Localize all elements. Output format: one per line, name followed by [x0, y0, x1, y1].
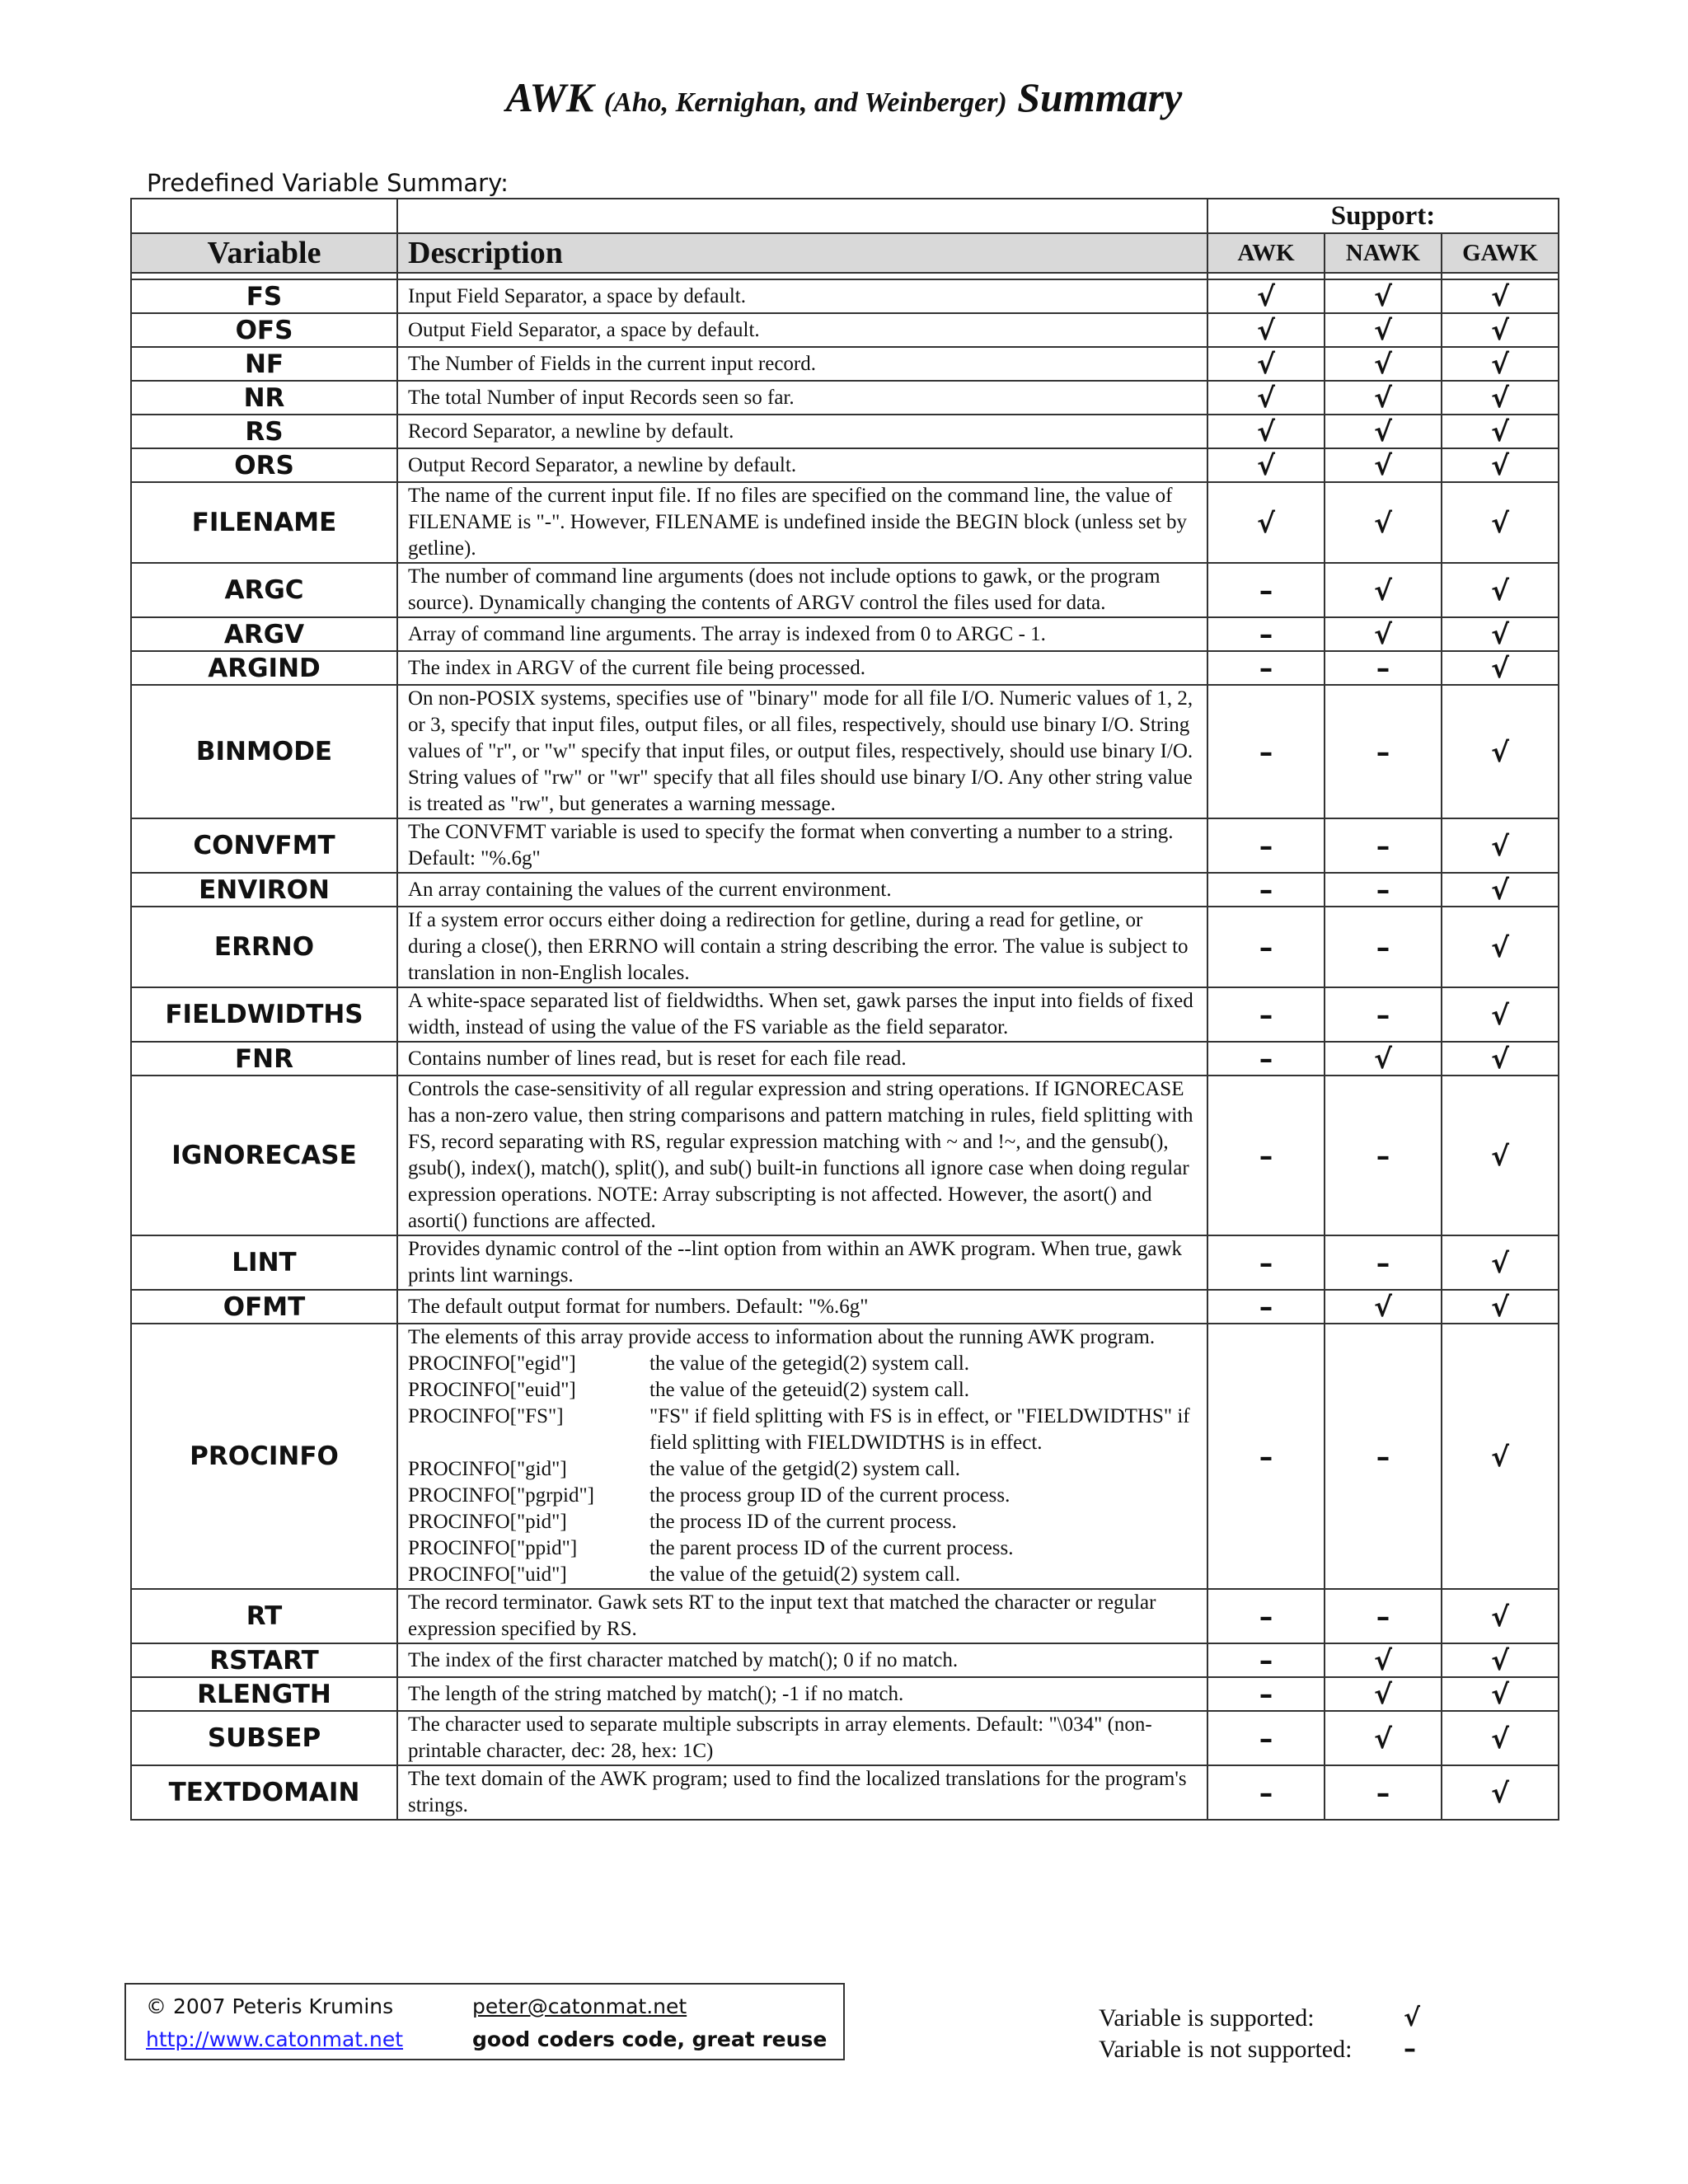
- nawk-column-header: NAWK: [1325, 233, 1442, 273]
- gawk-support-mark: √: [1442, 313, 1559, 347]
- gawk-support-mark: √: [1442, 381, 1559, 415]
- gawk-support-mark: √: [1442, 818, 1559, 873]
- awk-support-mark: –: [1207, 1711, 1325, 1765]
- table-row: [131, 818, 1559, 873]
- gawk-support-mark: √: [1442, 1076, 1559, 1235]
- procinfo-key: PROCINFO["gid"]: [408, 1458, 567, 1480]
- variable-description: A white-space separated list of fieldwidths. When set, gawk parses the input into fields of fixed width, instead of using the value of the FS variable as the field separator.: [397, 987, 1207, 1042]
- awk-support-mark: √: [1207, 482, 1325, 563]
- variable-description: If a system error occurs either doing a redirection for getline, during a read for getline, or during a close(), then ERRNO will contain a string describing the error. The value is subject to translation in non-English locales.: [397, 907, 1207, 987]
- nawk-support-mark: –: [1325, 685, 1442, 818]
- nawk-support-mark: √: [1325, 1643, 1442, 1677]
- variable-name: RT: [131, 1589, 397, 1643]
- nawk-support-mark: –: [1325, 1589, 1442, 1643]
- variable-name: OFMT: [131, 1290, 397, 1324]
- procinfo-value: the process ID of the current process.: [649, 1511, 957, 1533]
- awk-support-mark: –: [1207, 987, 1325, 1042]
- legend-supported-label: Variable is supported:: [1099, 2004, 1315, 2032]
- variable-name: ARGIND: [131, 651, 397, 685]
- table-row: [131, 1290, 1559, 1324]
- gawk-support-mark: √: [1442, 1042, 1559, 1076]
- description-column-header: Description: [397, 233, 1207, 273]
- nawk-support-mark: –: [1325, 873, 1442, 907]
- gawk-support-mark: √: [1442, 907, 1559, 987]
- table-row: [131, 1235, 1559, 1290]
- legend: [1099, 2003, 1420, 2065]
- variable-name: LINT: [131, 1235, 397, 1290]
- nawk-support-mark: –: [1325, 818, 1442, 873]
- variable-description: The length of the string matched by match(); -1 if no match.: [397, 1677, 1207, 1711]
- table-row: [131, 1711, 1559, 1765]
- nawk-support-mark: √: [1325, 415, 1442, 448]
- variable-description: The Number of Fields in the current input record.: [397, 347, 1207, 381]
- header-row-top: [131, 199, 1559, 233]
- awk-support-mark: –: [1207, 1324, 1325, 1589]
- nawk-support-mark: √: [1325, 1290, 1442, 1324]
- legend-unsupported: [1099, 2034, 1420, 2065]
- table-row: [131, 347, 1559, 381]
- awk-support-mark: –: [1207, 1290, 1325, 1324]
- variable-name: OFS: [131, 313, 397, 347]
- awk-support-mark: –: [1207, 563, 1325, 617]
- procinfo-key: PROCINFO["ppid"]: [408, 1537, 578, 1559]
- variable-description: The index of the first character matched by match(); 0 if no match.: [397, 1643, 1207, 1677]
- procinfo-entry: [408, 1404, 1197, 1456]
- nawk-support-mark: √: [1325, 617, 1442, 651]
- variable-description: The index in ARGV of the current file being processed.: [397, 651, 1207, 685]
- procinfo-value: the value of the getuid(2) system call.: [649, 1563, 960, 1586]
- table-row: [131, 482, 1559, 563]
- table-row: [131, 987, 1559, 1042]
- procinfo-entry: [408, 1562, 1197, 1588]
- gawk-support-mark: √: [1442, 685, 1559, 818]
- table-body: [131, 279, 1559, 1820]
- awk-support-mark: –: [1207, 1235, 1325, 1290]
- nawk-support-mark: –: [1325, 1076, 1442, 1235]
- header-spacer: [131, 273, 1559, 279]
- awk-column-header: AWK: [1207, 233, 1325, 273]
- variable-name: IGNORECASE: [131, 1076, 397, 1235]
- variable-description: Provides dynamic control of the --lint option from within an AWK program. When true, gawk prints lint warnings.: [397, 1235, 1207, 1290]
- gawk-column-header: GAWK: [1442, 233, 1559, 273]
- variable-name: NF: [131, 347, 397, 381]
- awk-support-mark: –: [1207, 1765, 1325, 1820]
- gawk-support-mark: √: [1442, 651, 1559, 685]
- table-row: [131, 685, 1559, 818]
- procinfo-key: PROCINFO["FS"]: [408, 1405, 564, 1427]
- variable-description: The name of the current input file. If no files are specified on the command line, the value of FILENAME is "-". However, FILENAME is undefined inside the BEGIN block (unless set by getline).: [397, 482, 1207, 563]
- nawk-support-mark: √: [1325, 313, 1442, 347]
- table-row: [131, 563, 1559, 617]
- table-row: [131, 381, 1559, 415]
- title-main: AWK: [505, 74, 594, 120]
- gawk-support-mark: √: [1442, 1643, 1559, 1677]
- awk-support-mark: √: [1207, 347, 1325, 381]
- section-title: Predefined Variable Summary:: [147, 169, 509, 197]
- procinfo-entry: [408, 1351, 1197, 1377]
- awk-support-mark: –: [1207, 818, 1325, 873]
- table-row: [131, 1589, 1559, 1643]
- gawk-support-mark: √: [1442, 617, 1559, 651]
- nawk-support-mark: –: [1325, 1235, 1442, 1290]
- procinfo-entry: [408, 1483, 1197, 1509]
- variable-description: Input Field Separator, a space by default.: [397, 279, 1207, 313]
- title-tail: Summary: [1017, 74, 1183, 120]
- table-row: [131, 279, 1559, 313]
- nawk-support-mark: √: [1325, 381, 1442, 415]
- footer-box: [124, 1983, 845, 2060]
- table-row: [131, 907, 1559, 987]
- procinfo-entry: [408, 1456, 1197, 1483]
- gawk-support-mark: √: [1442, 415, 1559, 448]
- legend-unsupported-symbol: –: [1404, 2035, 1416, 2064]
- variable-name: RSTART: [131, 1643, 397, 1677]
- awk-support-mark: –: [1207, 651, 1325, 685]
- variable-name: NR: [131, 381, 397, 415]
- nawk-support-mark: √: [1325, 1711, 1442, 1765]
- awk-support-mark: √: [1207, 448, 1325, 482]
- procinfo-value: the parent process ID of the current process.: [649, 1537, 1014, 1559]
- variable-name: FILENAME: [131, 482, 397, 563]
- nawk-support-mark: √: [1325, 1042, 1442, 1076]
- header-blank-description: [397, 199, 1207, 233]
- awk-support-mark: √: [1207, 313, 1325, 347]
- variable-description: The text domain of the AWK program; used to find the localized translations for the program's strings.: [397, 1765, 1207, 1820]
- gawk-support-mark: √: [1442, 1711, 1559, 1765]
- legend-supported: [1099, 2003, 1420, 2034]
- variable-name: RS: [131, 415, 397, 448]
- table-row: [131, 313, 1559, 347]
- variable-description: Output Record Separator, a newline by default.: [397, 448, 1207, 482]
- variable-name: FIELDWIDTHS: [131, 987, 397, 1042]
- variable-description: Array of command line arguments. The array is indexed from 0 to ARGC - 1.: [397, 617, 1207, 651]
- description-text: The elements of this array provide access to information about the running AWK program.: [408, 1326, 1156, 1348]
- support-header: Support:: [1207, 199, 1559, 233]
- variable-table: [130, 198, 1559, 1821]
- gawk-support-mark: √: [1442, 873, 1559, 907]
- gawk-support-mark: √: [1442, 987, 1559, 1042]
- gawk-support-mark: √: [1442, 1235, 1559, 1290]
- table-row: [131, 873, 1559, 907]
- nawk-support-mark: √: [1325, 563, 1442, 617]
- awk-support-mark: –: [1207, 1076, 1325, 1235]
- table-row: [131, 617, 1559, 651]
- nawk-support-mark: –: [1325, 987, 1442, 1042]
- gawk-support-mark: √: [1442, 347, 1559, 381]
- awk-support-mark: –: [1207, 1677, 1325, 1711]
- variable-description: The total Number of input Records seen so far.: [397, 381, 1207, 415]
- nawk-support-mark: √: [1325, 448, 1442, 482]
- table-row: [131, 415, 1559, 448]
- variable-name: ARGV: [131, 617, 397, 651]
- variable-description: Record Separator, a newline by default.: [397, 415, 1207, 448]
- awk-support-mark: √: [1207, 381, 1325, 415]
- table-row: [131, 448, 1559, 482]
- awk-support-mark: –: [1207, 907, 1325, 987]
- variable-name: RLENGTH: [131, 1677, 397, 1711]
- nawk-support-mark: √: [1325, 279, 1442, 313]
- gawk-support-mark: √: [1442, 1765, 1559, 1820]
- procinfo-value: the value of the geteuid(2) system call.: [649, 1379, 970, 1401]
- variable-description: Controls the case-sensitivity of all regular expression and string operations. If IGNORECASE has a non-zero value, then string comparisons and pattern matching in rules, field splitting with FS, record separating with RS, regular expression matching with ~ and !~, and the gensub(), gsub(), index(), match(), split(), and sub() built-in functions all ignore case when doing regular expression operations. NOTE: Array subscripting is not affected. However, the asort() and asorti() functions are affected.: [397, 1076, 1207, 1235]
- table-row: [131, 1076, 1559, 1235]
- awk-support-mark: –: [1207, 873, 1325, 907]
- variable-description: The default output format for numbers. Default: "%.6g": [397, 1290, 1207, 1324]
- gawk-support-mark: √: [1442, 563, 1559, 617]
- awk-support-mark: √: [1207, 415, 1325, 448]
- variable-name: ORS: [131, 448, 397, 482]
- website-link[interactable]: http://www.catonmat.net: [146, 2027, 404, 2051]
- variable-name: PROCINFO: [131, 1324, 397, 1589]
- procinfo-value: the value of the getegid(2) system call.: [649, 1352, 970, 1375]
- nawk-support-mark: –: [1325, 1765, 1442, 1820]
- nawk-support-mark: –: [1325, 907, 1442, 987]
- nawk-support-mark: √: [1325, 482, 1442, 563]
- variable-name: SUBSEP: [131, 1711, 397, 1765]
- variable-name: CONVFMT: [131, 818, 397, 873]
- motto-text: good coders code, great reuse: [472, 2027, 828, 2051]
- email-link[interactable]: peter@catonmat.net: [472, 1994, 687, 2018]
- variable-description: The number of command line arguments (does not include options to gawk, or the program source). Dynamically changing the contents of ARGV control the files used for data.: [397, 563, 1207, 617]
- procinfo-key: PROCINFO["egid"]: [408, 1352, 576, 1375]
- table-row: [131, 1677, 1559, 1711]
- awk-support-mark: –: [1207, 1643, 1325, 1677]
- gawk-support-mark: √: [1442, 482, 1559, 563]
- variable-description: An array containing the values of the current environment.: [397, 873, 1207, 907]
- page-title: [0, 71, 1688, 129]
- procinfo-entry: [408, 1377, 1197, 1404]
- variable-name: ARGC: [131, 563, 397, 617]
- variable-name: TEXTDOMAIN: [131, 1765, 397, 1820]
- gawk-support-mark: √: [1442, 279, 1559, 313]
- nawk-support-mark: √: [1325, 347, 1442, 381]
- table-row: [131, 1324, 1559, 1589]
- awk-support-mark: –: [1207, 685, 1325, 818]
- variable-name: BINMODE: [131, 685, 397, 818]
- procinfo-entry: [408, 1509, 1197, 1535]
- variable-description: The record terminator. Gawk sets RT to the input text that matched the character or regular expression specified by RS.: [397, 1589, 1207, 1643]
- header-row: [131, 233, 1559, 273]
- variable-description: On non-POSIX systems, specifies use of "binary" mode for all file I/O. Numeric values of 1, 2, or 3, specify that input files, output files, or all files, respectively, should use binary I/O. String values of "r", or "w" specify that input files, or output files, respectively, should use binary I/O. String values of "rw" or "wr" specify that all files should use binary I/O. Any other string value is treated as "rw", but generates a warning message.: [397, 685, 1207, 818]
- awk-support-mark: –: [1207, 617, 1325, 651]
- gawk-support-mark: √: [1442, 1324, 1559, 1589]
- variable-name: ENVIRON: [131, 873, 397, 907]
- awk-support-mark: –: [1207, 1042, 1325, 1076]
- table-row: [131, 651, 1559, 685]
- procinfo-key: PROCINFO["pgrpid"]: [408, 1484, 594, 1507]
- awk-support-mark: √: [1207, 279, 1325, 313]
- gawk-support-mark: √: [1442, 1290, 1559, 1324]
- legend-unsupported-label: Variable is not supported:: [1099, 2036, 1353, 2063]
- variable-name: FNR: [131, 1042, 397, 1076]
- variable-name: ERRNO: [131, 907, 397, 987]
- gawk-support-mark: √: [1442, 1677, 1559, 1711]
- nawk-support-mark: √: [1325, 1677, 1442, 1711]
- procinfo-value: the value of the getgid(2) system call.: [649, 1458, 960, 1480]
- table-row: [131, 1643, 1559, 1677]
- variable-description: The character used to separate multiple subscripts in array elements. Default: "\034" (non-printable character, dec: 28, hex: 1C): [397, 1711, 1207, 1765]
- variable-description: Contains number of lines read, but is reset for each file read.: [397, 1042, 1207, 1076]
- procinfo-key: PROCINFO["pid"]: [408, 1511, 567, 1533]
- gawk-support-mark: √: [1442, 448, 1559, 482]
- table-row: [131, 1042, 1559, 1076]
- variable-description: Output Field Separator, a space by default.: [397, 313, 1207, 347]
- variable-column-header: Variable: [131, 233, 397, 273]
- awk-support-mark: –: [1207, 1589, 1325, 1643]
- procinfo-key: PROCINFO["euid"]: [408, 1379, 576, 1401]
- table-row: [131, 1765, 1559, 1820]
- header-blank-variable: [131, 199, 397, 233]
- variable-description: The CONVFMT variable is used to specify the format when converting a number to a string. Default: "%.6g": [397, 818, 1207, 873]
- copyright-text: © 2007 Peteris Krumins: [146, 1994, 394, 2018]
- procinfo-value: "FS" if field splitting with FS is in effect, or "FIELDWIDTHS" if field splitting with FIELDWIDTHS is in effect.: [649, 1405, 1190, 1454]
- gawk-support-mark: √: [1442, 1589, 1559, 1643]
- procinfo-key: PROCINFO["uid"]: [408, 1563, 567, 1586]
- procinfo-value: the process group ID of the current process.: [649, 1484, 1010, 1507]
- variable-name: FS: [131, 279, 397, 313]
- legend-supported-symbol: √: [1404, 2004, 1421, 2032]
- procinfo-entry: [408, 1535, 1197, 1562]
- nawk-support-mark: –: [1325, 1324, 1442, 1589]
- title-parenthetical: (Aho, Kernighan, and Weinberger): [603, 87, 1007, 118]
- nawk-support-mark: –: [1325, 651, 1442, 685]
- variable-description: [397, 1324, 1207, 1589]
